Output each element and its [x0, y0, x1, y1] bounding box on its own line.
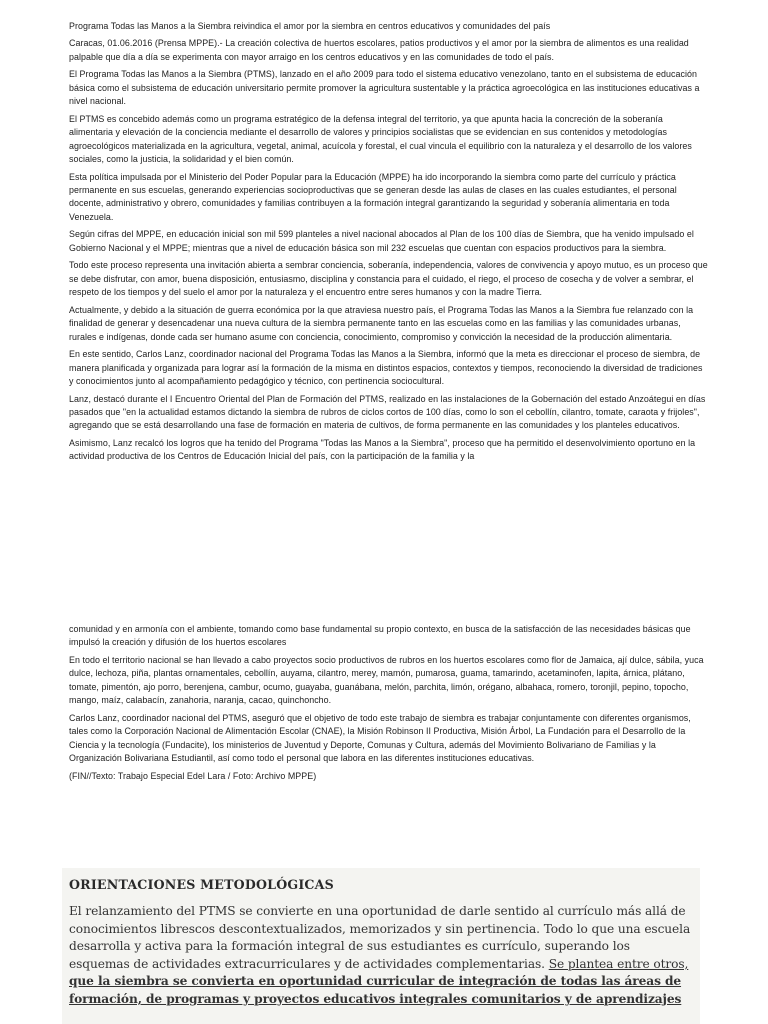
article-credits: (FIN//Texto: Trabajo Especial Edel Lara / Foto: Archivo MPPE): [69, 770, 317, 781]
article-title: Programa Todas las Manos a la Siembra reivindica el amor por la siembra en centros educativos y comunidades del país: [69, 21, 551, 31]
article-paragraph: Asimismo, Lanz recalcó los logros que ha tenido del Programa "Todas las Manos a la Siembra", proceso que ha permitido el desenvolvimiento oportuno en la actividad productiva de los Centros de Educación Inicial del país, con la participación de la familia y la: [69, 438, 696, 462]
article-paragraph: Según cifras del MPPE, en educación inicial son mil 599 planteles a nivel nacional abocados al Plan de los 100 días de Siembra, que ha venido impulsado el Gobierno Nacional y el MPPE; mientras que a nivel de educación básica son mil 232 escuelas que cuentan con espacios productivos para la siembra.: [69, 229, 694, 253]
orientaciones-box: [62, 868, 700, 1024]
article-paragraph: En este sentido, Carlos Lanz, coordinador nacional del Programa Todas las Manos a la Siembra, informó que la meta es direccionar el proceso de siembra, de manera planificada y organizada para lograr así la formación de la misma en distintos espacios, contextos y tiempos, reconociendo la diversidad de tradiciones y conocimientos junto al acompañamiento pedagógico y técnico, con pertinencia sociocultural.: [69, 349, 703, 387]
orientaciones-text-underlined: Se plantea entre otros,: [548, 956, 689, 971]
orientaciones-text: [69, 903, 692, 1009]
article-paragraph: Carlos Lanz, coordinador nacional del PTMS, aseguró que el objetivo de todo este trabajo de siembra es trabajar conjuntamente con diferentes organismos, tales como la Corporación Nacional de Alimentación Escolar (CNAE), la Misión Robinson II Productiva, Misión Árbol, La Fundación para el Desarrollo de la Ciencia y la tecnología (Fundacite), los ministerios de Juventud y Deporte, Comunas y Cultura, además del Movimiento Bolivariano de Familias y la Organización Bolivariana Estudiantil, así como todo el personal que labora en las diferentes instituciones educativas.: [69, 712, 691, 764]
article-paragraph: Actualmente, y debido a la situación de guerra económica por la que atraviesa nuestro país, el Programa Todas las Manos a la Siembra fue relanzado con la finalidad de generar y desencadenar una nueva cultura de la siembra permanente tanto en las escuelas como en las familias y las comunidades urbanas, rurales e indígenas, donde cada ser humano asume con conciencia, conocimiento, compromiso y convicción la necesidad de la producción alimentaria.: [69, 304, 694, 342]
article-continuation: [69, 623, 709, 787]
article-paragraph: Todo este proceso representa una invitación abierta a sembrar conciencia, soberanía, independencia, valores de convivencia y apoyo mutuo, es un proceso que se debe disfrutar, con amor, buena disposición, entusiasmo, disciplina y constancia para el cuidado, el riego, el proceso de cosecha y de volver a sembrar, el respeto de los tiempos y del suelo el amor por la naturaleza y el encuentro entre seres humanos y con la madre Tierra.: [69, 260, 708, 298]
article-paragraph: comunidad y en armonía con el ambiente, tomando como base fundamental su propio contexto, en busca de la satisfacción de las necesidades básicas que impulsó la creación y difusión de los huertos escolares: [69, 624, 691, 648]
article-paragraph: En todo el territorio nacional se han llevado a cabo proyectos socio productivos de rubros en los huertos escolares como flor de Jamaica, ají dulce, sábila, yuca dulce, lechoza, piña, plantas ornamentales, cebollín, auyama, cilantro, merey, mamón, pumarosa, guama, tamarindo, acetaminofen, lapita, árnica, plátano, tomate, pimentón, ajo porro, berenjena, cambur, ocumo, guayaba, guanábana, melón, parchita, limón, orégano, albahaca, romero, toronjil, pepino, topocho, mango, maíz, calabacín, zanahoria, naranja, cacao, quinchoncho.: [69, 655, 704, 706]
orientaciones-text-emphasis: que la siembra se convierta en oportunidad curricular de integración de todas las áreas de formación, de programas y proyectos educativos integrales comunitarios y de aprendizajes: [69, 974, 682, 1006]
article-paragraph: El Programa Todas las Manos a la Siembra (PTMS), lanzado en el año 2009 para todo el sistema educativo venezolano, tanto en el subsistema de educación básica como el subsistema de educación universitario permite promover la agricultura sustentable y la práctica agroecológica en las instituciones educativas a nivel nacional.: [69, 69, 700, 107]
orientaciones-heading: ORIENTACIONES METODOLÓGICAS: [69, 877, 334, 892]
orientaciones-text-plain: El relanzamiento del PTMS se convierte en una oportunidad de darle sentido al currículo más allá de conocimientos librescos descontextualizados, memorizados y sin pertinencia. Todo lo que una escuela desarrolla y activa para la formación integral de sus estudiantes es currículo, superando los esquemas de actividades extracurriculares y de actividades complementarias.: [69, 904, 691, 971]
article-paragraph: Caracas, 01.06.2016 (Prensa MPPE).- La creación colectiva de huertos escolares, patios productivos y el amor por la siembra de alimentos es una realidad palpable que día a día se experimenta con mayor arraigo en los centros educativos y en las comunidades de todo el país.: [69, 38, 689, 62]
article-paragraph: El PTMS es concebido además como un programa estratégico de la defensa integral del territorio, ya que apunta hacia la concreción de la soberanía alimentaria y elevación de la conciencia mediante el desarrollo de valores y principios socialistas que se evidencian en sus contenidos y metodologías agroecológicos materializada en la agricultura, vegetal, animal, acuícola y forestal, el cual vincula el equilibrio con la naturaleza y el desarrollo de los valores sociales, como la justicia, la solidaridad y el bien común.: [69, 113, 692, 165]
article-paragraph: Lanz, destacó durante el I Encuentro Oriental del Plan de Formación del PTMS, realizado en las instalaciones de la Gobernación del estado Anzoátegui en días pasados que "en la actualidad estamos dictando la siembra de rubros de ciclos cortos de 100 días, como lo son el cebollín, cilantro, tomate, caraota y frijoles", agregando que se está desarrollando una fase de formación en materia de cultivos, de forma permanente en las comunidades y los planteles educativos.: [69, 393, 706, 431]
article-paragraph: Esta política impulsada por el Ministerio del Poder Popular para la Educación (MPPE) ha ido incorporando la siembra como parte del currículo y práctica permanente en sus escuelas, generando experiencias socioproductivas que se generan desde las aulas de clases en las cuales estudiantes, el personal docente, administrativo y obrero, comunidades y familias contribuyen a la formación integral garantizando la seguridad y soberanía alimentaria en toda Venezuela.: [69, 171, 677, 222]
article-top: [69, 20, 709, 468]
